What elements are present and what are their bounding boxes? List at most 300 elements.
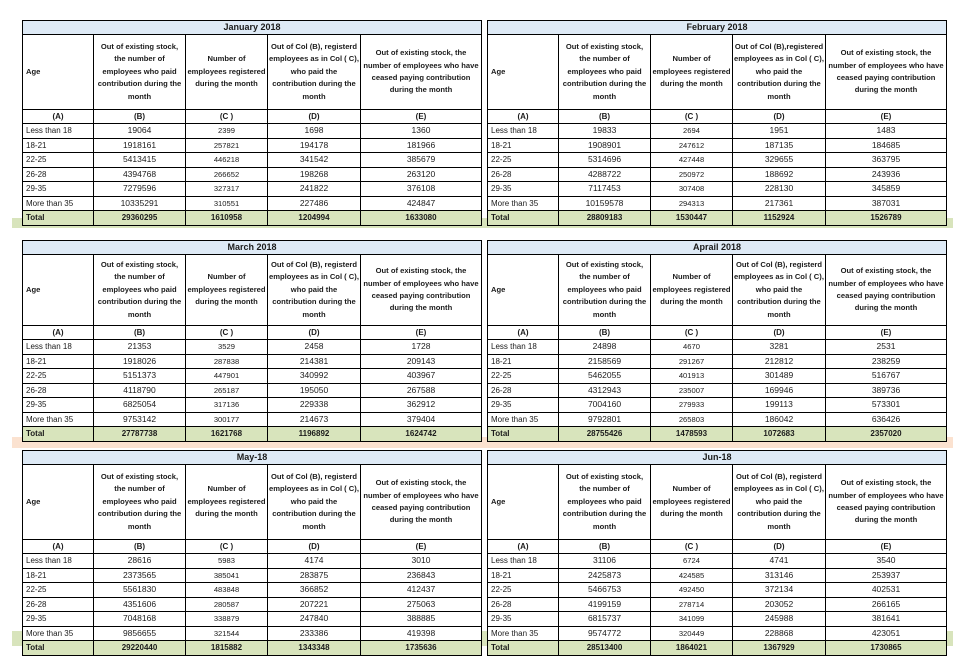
column-header-row [23, 35, 482, 110]
value-cell: 241822 [268, 182, 361, 197]
value-cell: 381641 [826, 612, 947, 627]
column-header-cell [186, 465, 268, 540]
table-title-row [488, 21, 947, 35]
table-row [23, 167, 482, 182]
age-label-cell: Total [23, 427, 94, 442]
age-label-cell: 29-35 [23, 398, 94, 413]
table-row [488, 196, 947, 211]
value-cell: 389736 [826, 383, 947, 398]
value-cell: 5413415 [94, 153, 186, 168]
value-cell: 4394768 [94, 167, 186, 182]
table-row [488, 583, 947, 598]
column-header-text: Out of existing stock, the number of employees who have ceased paying contribution during the month [363, 48, 479, 95]
value-cell: 313146 [733, 568, 826, 583]
value-cell: 387031 [826, 196, 947, 211]
value-cell: 31106 [559, 554, 651, 569]
column-header-cell [186, 35, 268, 110]
age-label-cell: More than 35 [488, 412, 559, 427]
value-cell: 341099 [651, 612, 733, 627]
age-label-cell: 29-35 [23, 612, 94, 627]
value-cell: 28809183 [559, 211, 651, 226]
column-letter-cell: (A) [23, 110, 94, 124]
column-header-cell [826, 35, 947, 110]
column-header-text: Out of Col (B), registerd employees as in Col ( C), who paid the contribution during the month [269, 471, 359, 531]
value-cell: 372134 [733, 583, 826, 598]
value-cell: 1735636 [361, 641, 482, 656]
value-cell: 217361 [733, 196, 826, 211]
value-cell: 5314696 [559, 153, 651, 168]
value-cell: 28616 [94, 554, 186, 569]
table-row [23, 138, 482, 153]
column-header-row [23, 465, 482, 540]
value-cell: 4288722 [559, 167, 651, 182]
value-cell: 516767 [826, 369, 947, 384]
value-cell: 245988 [733, 612, 826, 627]
column-header-text: Age [26, 284, 41, 294]
value-cell: 188692 [733, 167, 826, 182]
column-header-cell [559, 255, 651, 326]
table-row [488, 182, 947, 197]
column-letter-cell: (A) [23, 326, 94, 340]
table-title: February 2018 [488, 21, 947, 35]
column-header-cell [94, 35, 186, 110]
value-cell: 1196892 [268, 427, 361, 442]
value-cell: 1360 [361, 124, 482, 139]
column-header-text: Number of employees registered during the month [187, 54, 266, 89]
column-header-text: Out of existing stock, the number of employees who paid contribution during the month [562, 471, 647, 531]
value-cell: 329655 [733, 153, 826, 168]
value-cell: 28513400 [559, 641, 651, 656]
age-label-cell: Total [488, 211, 559, 226]
value-cell: 212812 [733, 354, 826, 369]
value-cell: 362912 [361, 398, 482, 413]
month-table-6 [487, 450, 947, 656]
value-cell: 291267 [651, 354, 733, 369]
column-letter-cell: (D) [733, 540, 826, 554]
value-cell: 10335291 [94, 196, 186, 211]
age-label-cell: 26-28 [488, 167, 559, 182]
table-row [23, 597, 482, 612]
value-cell: 1478593 [651, 427, 733, 442]
value-cell: 250972 [651, 167, 733, 182]
table-row [23, 182, 482, 197]
column-header-cell [651, 465, 733, 540]
value-cell: 265187 [186, 383, 268, 398]
value-cell: 266165 [826, 597, 947, 612]
table-title-row [23, 21, 482, 35]
value-cell: 9792801 [559, 412, 651, 427]
age-label-cell: Less than 18 [488, 124, 559, 139]
column-header-cell [826, 465, 947, 540]
column-header-text: Age [491, 66, 506, 76]
value-cell: 307408 [651, 182, 733, 197]
column-letter-cell: (B) [94, 110, 186, 124]
column-header-text: Out of existing stock, the number of employees who paid contribution during the month [562, 41, 647, 101]
value-cell: 1728 [361, 340, 482, 355]
value-cell: 1730865 [826, 641, 947, 656]
column-header-text: Age [26, 496, 41, 506]
column-letter-cell: (E) [361, 326, 482, 340]
value-cell: 7004160 [559, 398, 651, 413]
column-letter-cell: (C ) [651, 110, 733, 124]
age-label-cell: Less than 18 [23, 340, 94, 355]
value-cell: 1633080 [361, 211, 482, 226]
value-cell: 3540 [826, 554, 947, 569]
value-cell: 402531 [826, 583, 947, 598]
value-cell: 427448 [651, 153, 733, 168]
value-cell: 363795 [826, 153, 947, 168]
column-header-text: Number of employees registered during the month [187, 272, 266, 307]
value-cell: 10159578 [559, 196, 651, 211]
value-cell: 275063 [361, 597, 482, 612]
column-letter-row [23, 326, 482, 340]
table-row [488, 124, 947, 139]
value-cell: 2373565 [94, 568, 186, 583]
table-row [488, 398, 947, 413]
table-row [488, 568, 947, 583]
value-cell: 7048168 [94, 612, 186, 627]
value-cell: 2399 [186, 124, 268, 139]
value-cell: 340992 [268, 369, 361, 384]
age-label-cell: More than 35 [488, 626, 559, 641]
age-label-cell: 26-28 [488, 597, 559, 612]
table-row [23, 554, 482, 569]
value-cell: 1204994 [268, 211, 361, 226]
value-cell: 4351606 [94, 597, 186, 612]
table-row [488, 167, 947, 182]
table-row [488, 412, 947, 427]
age-label-cell: 22-25 [23, 369, 94, 384]
table-title-row [488, 241, 947, 255]
column-letter-cell: (B) [94, 326, 186, 340]
value-cell: 195050 [268, 383, 361, 398]
column-letter-cell: (A) [488, 540, 559, 554]
column-header-cell [651, 35, 733, 110]
age-label-cell: 26-28 [23, 597, 94, 612]
value-cell: 278714 [651, 597, 733, 612]
value-cell: 263120 [361, 167, 482, 182]
value-cell: 236843 [361, 568, 482, 583]
table-row [23, 583, 482, 598]
value-cell: 169946 [733, 383, 826, 398]
age-header-cell [23, 465, 94, 540]
column-letter-cell: (E) [826, 540, 947, 554]
value-cell: 573301 [826, 398, 947, 413]
value-cell: 5466753 [559, 583, 651, 598]
column-header-text: Out of Col (B), registerd employees as in Col ( C), who paid the contribution during the month [269, 41, 359, 101]
column-header-cell [268, 465, 361, 540]
value-cell: 184685 [826, 138, 947, 153]
value-cell: 227486 [268, 196, 361, 211]
month-table-5 [22, 450, 482, 656]
value-cell: 447901 [186, 369, 268, 384]
column-letter-cell: (E) [826, 326, 947, 340]
value-cell: 19064 [94, 124, 186, 139]
value-cell: 3281 [733, 340, 826, 355]
table-row [488, 383, 947, 398]
column-letter-cell: (B) [559, 326, 651, 340]
table-row [488, 354, 947, 369]
value-cell: 1918161 [94, 138, 186, 153]
column-header-text: Out of existing stock, the number of employees who have ceased paying contribution during the month [363, 266, 479, 313]
table-row [23, 568, 482, 583]
value-cell: 7279596 [94, 182, 186, 197]
value-cell: 280587 [186, 597, 268, 612]
column-header-cell [733, 255, 826, 326]
column-header-text: Out of existing stock, the number of employees who have ceased paying contribution during the month [828, 48, 944, 95]
value-cell: 243936 [826, 167, 947, 182]
column-letter-cell: (C ) [651, 540, 733, 554]
table-row [23, 412, 482, 427]
age-label-cell: 29-35 [488, 398, 559, 413]
age-label-cell: 18-21 [488, 568, 559, 583]
column-header-cell [361, 35, 482, 110]
value-cell: 1624742 [361, 427, 482, 442]
age-label-cell: 18-21 [23, 568, 94, 583]
value-cell: 5983 [186, 554, 268, 569]
age-label-cell: Total [488, 641, 559, 656]
column-letter-cell: (B) [559, 110, 651, 124]
column-header-cell [559, 35, 651, 110]
value-cell: 2357020 [826, 427, 947, 442]
value-cell: 7117453 [559, 182, 651, 197]
column-header-text: Number of employees registered during the month [187, 484, 266, 519]
value-cell: 266652 [186, 167, 268, 182]
month-table-1 [22, 20, 482, 226]
value-cell: 24898 [559, 340, 651, 355]
column-header-row [23, 255, 482, 326]
value-cell: 229338 [268, 398, 361, 413]
value-cell: 194178 [268, 138, 361, 153]
column-header-text: Age [491, 496, 506, 506]
value-cell: 388885 [361, 612, 482, 627]
total-row [488, 641, 947, 656]
value-cell: 209143 [361, 354, 482, 369]
value-cell: 2158569 [559, 354, 651, 369]
value-cell: 424847 [361, 196, 482, 211]
column-header-cell [268, 255, 361, 326]
value-cell: 187135 [733, 138, 826, 153]
value-cell: 6724 [651, 554, 733, 569]
column-header-text: Out of Col (B),registered employees as in Col ( C), who paid the contribution during the month [734, 41, 824, 101]
value-cell: 9753142 [94, 412, 186, 427]
column-header-cell [361, 465, 482, 540]
total-row [488, 427, 947, 442]
column-header-text: Out of Col (B), registerd employees as in Col ( C), who paid the contribution during the month [734, 471, 824, 531]
table-row [488, 554, 947, 569]
value-cell: 446218 [186, 153, 268, 168]
column-letter-row [23, 540, 482, 554]
column-letter-cell: (D) [268, 326, 361, 340]
column-header-cell [94, 255, 186, 326]
value-cell: 253937 [826, 568, 947, 583]
table-row [23, 153, 482, 168]
value-cell: 9856655 [94, 626, 186, 641]
column-header-cell [186, 255, 268, 326]
column-letter-cell: (D) [733, 326, 826, 340]
value-cell: 257821 [186, 138, 268, 153]
value-cell: 379404 [361, 412, 482, 427]
value-cell: 301489 [733, 369, 826, 384]
table-title: Aprail 2018 [488, 241, 947, 255]
value-cell: 1483 [826, 124, 947, 139]
age-label-cell: 18-21 [23, 138, 94, 153]
value-cell: 186042 [733, 412, 826, 427]
table-row [23, 369, 482, 384]
column-header-text: Out of existing stock, the number of employees who paid contribution during the month [97, 41, 182, 101]
table-row [23, 124, 482, 139]
value-cell: 214673 [268, 412, 361, 427]
column-header-text: Out of existing stock, the number of employees who paid contribution during the month [562, 259, 647, 319]
table-row [488, 153, 947, 168]
age-label-cell: Less than 18 [23, 124, 94, 139]
table-row [23, 398, 482, 413]
value-cell: 4199159 [559, 597, 651, 612]
value-cell: 636426 [826, 412, 947, 427]
value-cell: 4312943 [559, 383, 651, 398]
column-header-cell [733, 35, 826, 110]
column-letter-cell: (C ) [651, 326, 733, 340]
age-label-cell: Less than 18 [488, 340, 559, 355]
value-cell: 283875 [268, 568, 361, 583]
table-title-row [23, 451, 482, 465]
value-cell: 424585 [651, 568, 733, 583]
value-cell: 247612 [651, 138, 733, 153]
value-cell: 341542 [268, 153, 361, 168]
value-cell: 1367929 [733, 641, 826, 656]
value-cell: 4670 [651, 340, 733, 355]
value-cell: 29360295 [94, 211, 186, 226]
age-label-cell: 29-35 [488, 612, 559, 627]
table-row [23, 626, 482, 641]
age-label-cell: Total [23, 641, 94, 656]
value-cell: 5151373 [94, 369, 186, 384]
value-cell: 1908901 [559, 138, 651, 153]
value-cell: 401913 [651, 369, 733, 384]
month-table-3 [22, 240, 482, 442]
column-letter-cell: (E) [361, 110, 482, 124]
table-row [488, 612, 947, 627]
table-row [23, 354, 482, 369]
value-cell: 321544 [186, 626, 268, 641]
age-header-cell [23, 255, 94, 326]
column-letter-cell: (C ) [186, 110, 268, 124]
column-header-cell [826, 255, 947, 326]
value-cell: 1698 [268, 124, 361, 139]
value-cell: 199113 [733, 398, 826, 413]
age-label-cell: 18-21 [23, 354, 94, 369]
column-letter-cell: (E) [826, 110, 947, 124]
value-cell: 27787738 [94, 427, 186, 442]
age-header-cell [488, 255, 559, 326]
value-cell: 403967 [361, 369, 482, 384]
column-header-cell [268, 35, 361, 110]
total-row [488, 211, 947, 226]
column-letter-row [488, 110, 947, 124]
month-table-4 [487, 240, 947, 442]
value-cell: 228130 [733, 182, 826, 197]
age-label-cell: 26-28 [488, 383, 559, 398]
value-cell: 300177 [186, 412, 268, 427]
value-cell: 2694 [651, 124, 733, 139]
table-row [488, 369, 947, 384]
value-cell: 21353 [94, 340, 186, 355]
value-cell: 279933 [651, 398, 733, 413]
age-label-cell: 22-25 [488, 369, 559, 384]
age-label-cell: 29-35 [488, 182, 559, 197]
column-header-text: Out of Col (B), registerd employees as in Col ( C), who paid the contribution during the month [269, 259, 359, 319]
table-row [488, 340, 947, 355]
month-table-2 [487, 20, 947, 226]
age-label-cell: Less than 18 [488, 554, 559, 569]
column-header-text: Out of existing stock, the number of employees who have ceased paying contribution during the month [828, 478, 944, 525]
table-row [488, 138, 947, 153]
column-header-text: Number of employees registered during the month [652, 54, 731, 89]
value-cell: 376108 [361, 182, 482, 197]
age-label-cell: 22-25 [23, 153, 94, 168]
age-label-cell: Total [23, 211, 94, 226]
age-label-cell: Total [488, 427, 559, 442]
value-cell: 6815737 [559, 612, 651, 627]
table-title-row [488, 451, 947, 465]
value-cell: 4741 [733, 554, 826, 569]
table-title: January 2018 [23, 21, 482, 35]
value-cell: 228868 [733, 626, 826, 641]
value-cell: 3529 [186, 340, 268, 355]
value-cell: 198268 [268, 167, 361, 182]
value-cell: 1072683 [733, 427, 826, 442]
value-cell: 247840 [268, 612, 361, 627]
age-label-cell: 22-25 [488, 153, 559, 168]
value-cell: 6825054 [94, 398, 186, 413]
age-label-cell: More than 35 [488, 196, 559, 211]
value-cell: 1864021 [651, 641, 733, 656]
value-cell: 2531 [826, 340, 947, 355]
value-cell: 207221 [268, 597, 361, 612]
column-header-text: Out of Col (B), registerd employees as in Col ( C), who paid the contribution during the month [734, 259, 824, 319]
age-label-cell: More than 35 [23, 196, 94, 211]
value-cell: 265803 [651, 412, 733, 427]
value-cell: 492450 [651, 583, 733, 598]
column-letter-cell: (D) [268, 110, 361, 124]
table-row [23, 612, 482, 627]
age-label-cell: 26-28 [23, 383, 94, 398]
age-header-cell [488, 35, 559, 110]
value-cell: 1951 [733, 124, 826, 139]
age-label-cell: 18-21 [488, 354, 559, 369]
value-cell: 1343348 [268, 641, 361, 656]
value-cell: 4118790 [94, 383, 186, 398]
value-cell: 19833 [559, 124, 651, 139]
table-title-row [23, 241, 482, 255]
column-letter-row [488, 540, 947, 554]
value-cell: 181966 [361, 138, 482, 153]
value-cell: 1815882 [186, 641, 268, 656]
value-cell: 385041 [186, 568, 268, 583]
value-cell: 317136 [186, 398, 268, 413]
column-header-row [488, 465, 947, 540]
column-letter-cell: (A) [488, 326, 559, 340]
total-row [23, 211, 482, 226]
value-cell: 327317 [186, 182, 268, 197]
age-label-cell: 18-21 [488, 138, 559, 153]
value-cell: 419398 [361, 626, 482, 641]
column-header-text: Out of existing stock, the number of employees who have ceased paying contribution during the month [828, 266, 944, 313]
column-header-text: Number of employees registered during the month [652, 272, 731, 307]
column-header-cell [559, 465, 651, 540]
value-cell: 1610958 [186, 211, 268, 226]
age-label-cell: 22-25 [488, 583, 559, 598]
